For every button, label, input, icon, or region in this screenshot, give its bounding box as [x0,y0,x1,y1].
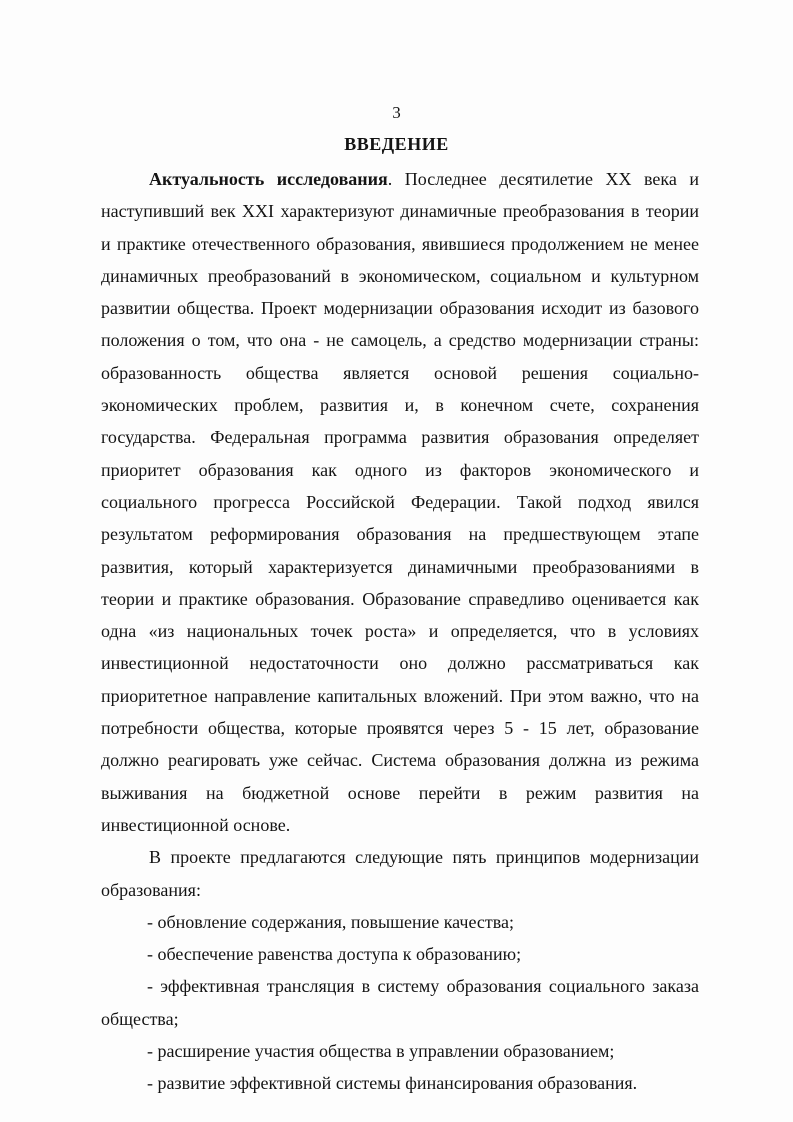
list-item: - развитие эффективной системы финансирования образования. [147,1073,638,1094]
list-item: - расширение участия общества в управлении образованием; [147,1041,615,1062]
section-heading: ВВЕДЕНИЕ [344,134,449,154]
intro-text: . Последнее десятилетие XX века и наступивший век XXI характеризуют динамичные преобразования в теории и практике отечественного образования, явившиеся продолжением не менее динамичных преобразований в экономическом, социальном и культурном развитии общества. Проект модернизации образования исходит из базового положения о том, что она - не самоцель, а средство модернизации страны: образованность общества является основой решения социально-экономических проблем, развития и, в конечном счете, сохранения государства. Федеральная программа развития образования определяет приоритет образования как одного из факторов экономического и социального прогресса Российской Федерации. Такой подход явился результатом реформирования образования на предшествующем этапе развития, который характеризуется динамичными преобразованиями в теории и практике образования. Образование справедливо оценивается как одна «из национальных точек роста» и определяется, что в условиях инвестиционной недостаточности оно должно рассматриваться как приоритетное направление капитальных вложений. При этом важно, что на потребности общества, которые проявятся через 5 - 15 лет, образование должно реагировать уже сейчас. Система образования должна из режима выживания на бюджетной основе перейти в режим развития на инвестиционной основе. [101,169,699,835]
list-item: - обновление содержания, повышение качества; [147,911,515,932]
list-item: - эффективная трансляция в систему образования социального заказа общества; [101,976,699,1029]
principles-list [101,906,699,1100]
intro-lead: Актуальность исследования [149,169,388,189]
list-item: - обеспечение равенства доступа к образованию; [147,944,522,965]
principles-intro: В проекте предлагаются следующие пять принципов модернизации образования: [101,847,699,900]
intro-paragraph [101,163,699,841]
body-text [101,163,699,1100]
page-number: 3 [392,103,401,122]
